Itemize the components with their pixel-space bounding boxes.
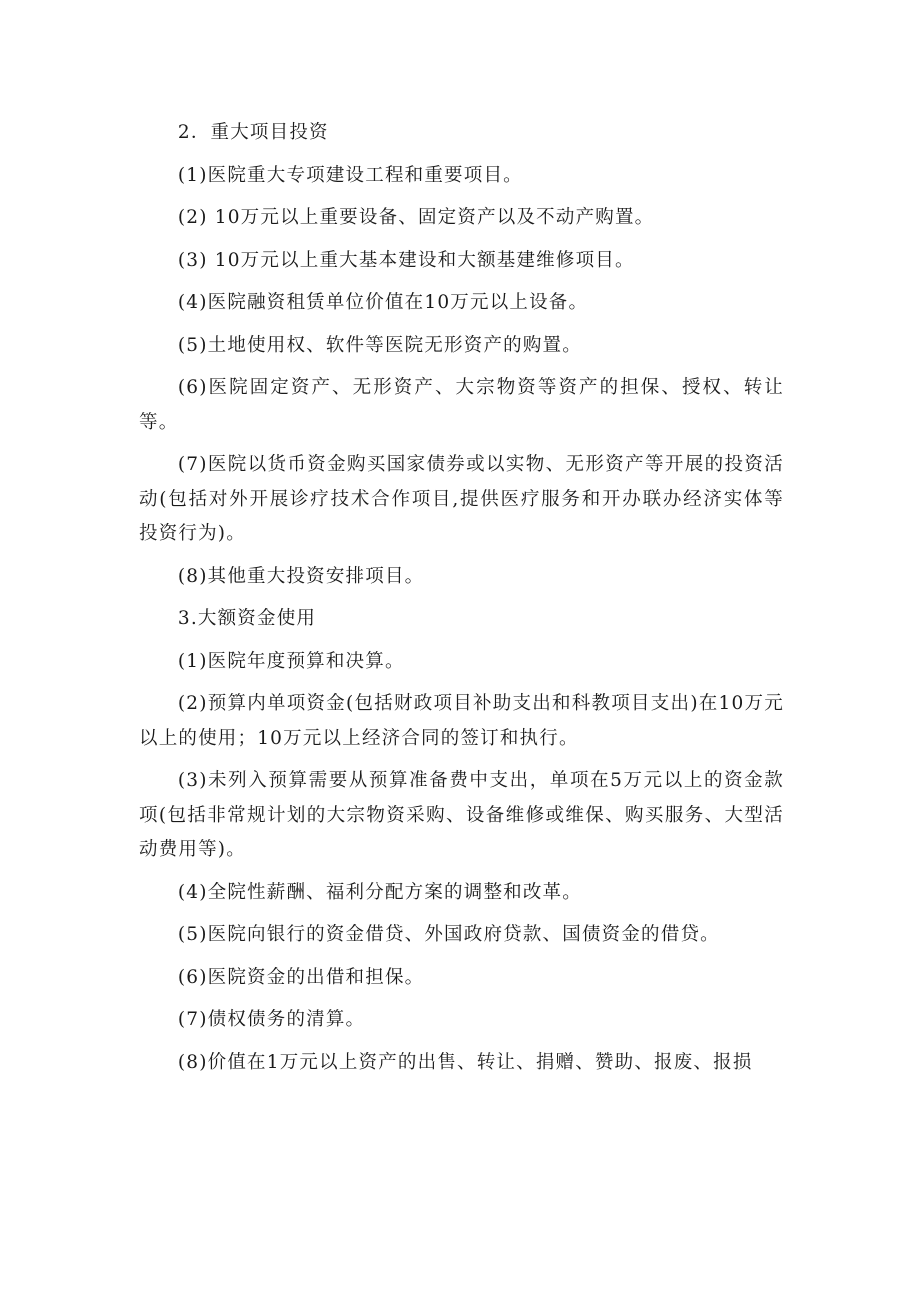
list-item: (1)医院年度预算和决算。 — [177, 650, 405, 672]
list-item: (5)土地使用权、软件等医院无形资产的购置。 — [177, 334, 582, 356]
list-item: (2) 10万元以上重要设备、固定资产以及不动产购置。 — [177, 207, 655, 228]
list-item: (5)医院向银行的资金借贷、外国政府贷款、国债资金的借贷。 — [177, 924, 720, 945]
section-heading-major-investment: 2．重大项目投资 — [177, 122, 329, 143]
list-item: (1)医院重大专项建设工程和重要项目。 — [177, 164, 523, 186]
document-body — [139, 116, 784, 1080]
list-item: (3)未列入预算需要从预算准备费中支出，单项在5万元以上的资金款项(包括非常规计划的大宗物资采购、设备维修或维保、购买服务、大型活动费用等)。 — [139, 770, 784, 860]
list-item: (4)全院性薪酬、福利分配方案的调整和改革。 — [177, 881, 582, 903]
list-item: (6)医院资金的出借和担保。 — [177, 966, 425, 988]
list-item: (6)医院固定资产、无形资产、大宗物资等资产的担保、授权、转让等。 — [139, 377, 784, 433]
list-item: (7)债权债务的清算。 — [177, 1009, 366, 1030]
list-item: (3) 10万元以上重大基本建设和大额基建维修项目。 — [177, 249, 635, 271]
list-item: (7)医院以货币资金购买国家债券或以实物、无形资产等开展的投资活动(包括对外开展诊疗技术合作项目,提供医疗服务和开办联办经济实体等投资行为)。 — [139, 454, 784, 544]
list-item: (8)其他重大投资安排项目。 — [177, 565, 425, 587]
list-item: (4)医院融资租赁单位价值在10万元以上设备。 — [177, 292, 589, 313]
list-item: (8)价值在1万元以上资产的出售、转让、捐赠、赞助、报废、报损 — [177, 1051, 753, 1073]
section-heading-large-funds: 3.大额资金使用 — [177, 608, 317, 629]
list-item: (2)预算内单项资金(包括财政项目补助支出和科教项目支出)在10万元以上的使用；10万元以上经济合同的签订和执行。 — [139, 693, 784, 749]
